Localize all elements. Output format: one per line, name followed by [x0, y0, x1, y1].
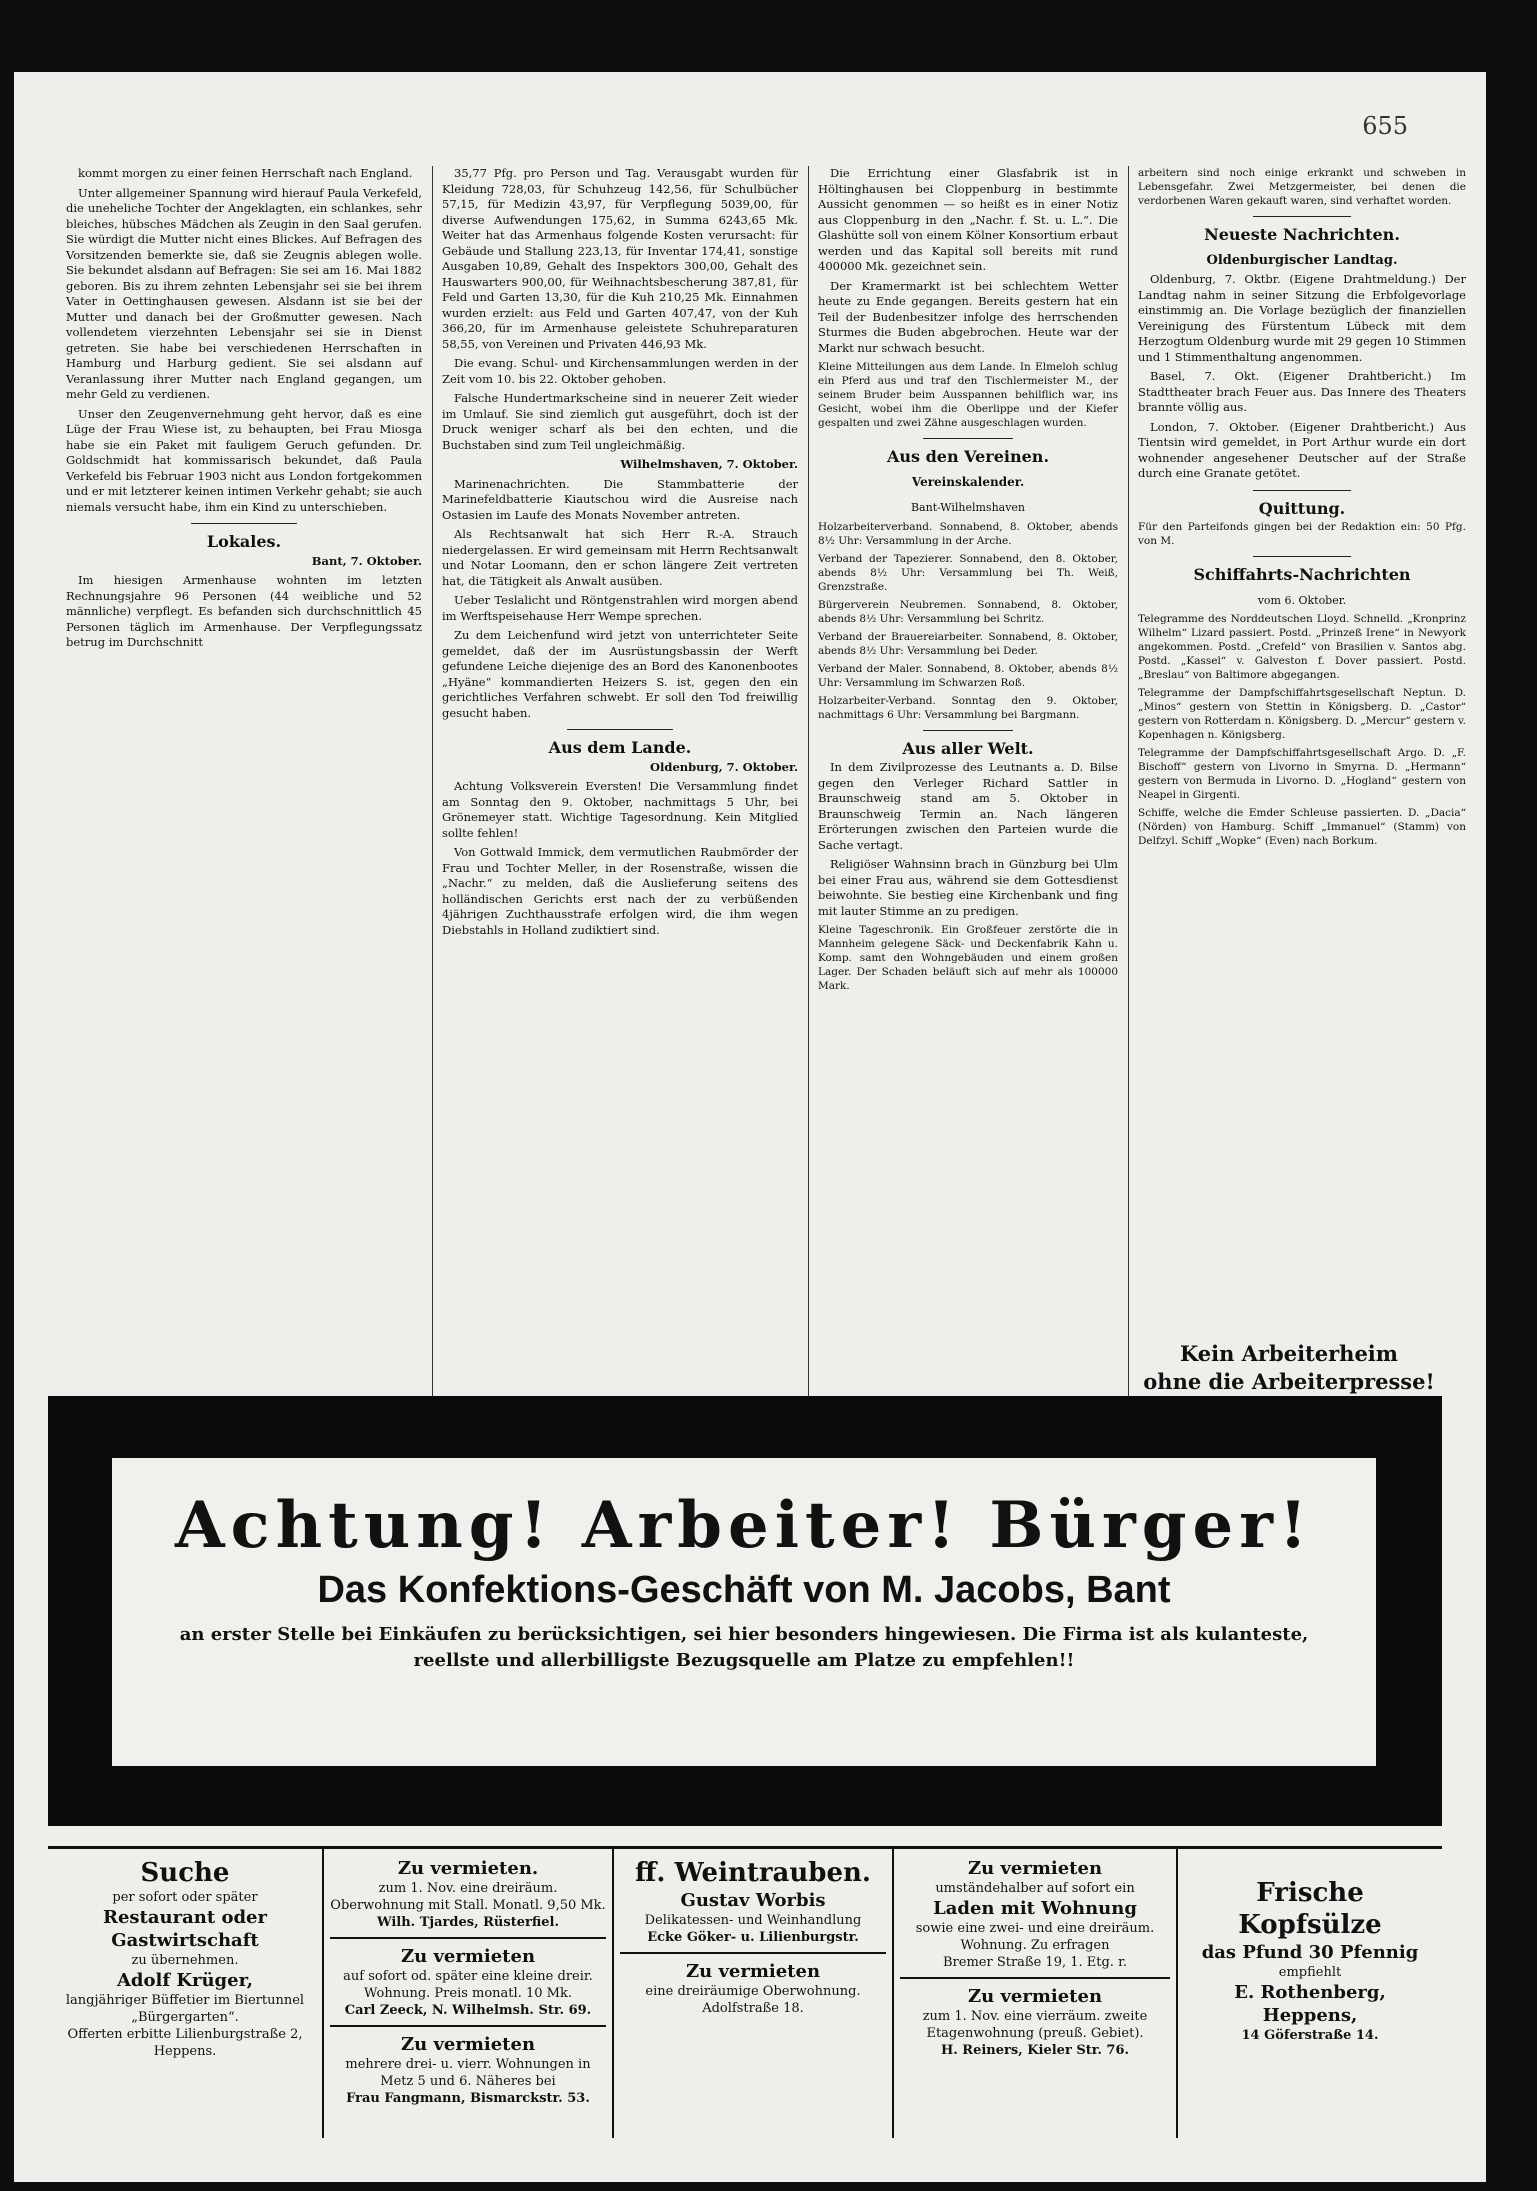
ad-rule [620, 1952, 886, 1954]
ad-text: zum 1. Nov. eine vierräum. zweite Etagenwohnung (preuß. Gebiet). [922, 2009, 1148, 2041]
column-rule [1128, 166, 1129, 1456]
separator [1253, 490, 1351, 491]
article-paragraph: Der Kramermarkt ist bei schlechtem Wetter heute zu Ende gegangen. Bereits gestern hat ein Teil der Budenbesitzer infolge des herrschenden Sturmes die Buden abgebrochen. Heute war der Markt nur schwach besucht. [818, 278, 1118, 355]
article-paragraph: Zu dem Leichenfund wird jetzt von unterrichteter Seite gemeldet, daß der im Ausrüstungsbassin der Werft gefundene Leiche diejenige des an Bord des Kanonenbootes „Hyäne“ kommandierten Heizers S. ist, gegen den ein gerichtliches Verfahren schwebt. Er soll den Tod freiwillig gesucht haben. [442, 628, 798, 720]
ad-text: Ecke Göker- u. Lilienburgstr. [647, 1930, 859, 1945]
slogan-line: ohne die Arbeiterpresse! [1143, 1369, 1435, 1394]
article-paragraph: London, 7. Oktober. (Eigener Drahtbericht.) Aus Tientsin wird gemeldet, in Port Arthur wurde ein dort wohnender angesehener Deutscher auf der Straße durch eine Granate getötet. [1138, 419, 1466, 480]
column-1 [66, 166, 422, 655]
ad-title: Zu vermieten [400, 2034, 536, 2055]
article-paragraph: Achtung Volksverein Eversten! Die Versammlung findet am Sonntag den 9. Oktober, nachmittags 5 Uhr, bei Grönemeyer statt. Wichtige Tagesordnung. Kein Mitglied sollte fehlen! [442, 779, 798, 840]
ad-text: mehrere drei- u. vierr. Wohnungen in Metz 5 und 6. Näheres bei [345, 2057, 591, 2089]
ad-text: zum 1. Nov. eine dreiräum. Oberwohnung mit Stall. Monatl. 9,50 Mk. [330, 1881, 606, 1913]
banner-body: an erster Stelle bei Einkäufen zu berücksichtigen, sei hier besonders hingewiesen. Die Firma ist als kulanteste, reellste und allerbilligste Bezugsquelle am Platze zu empfehlen!! [179, 1624, 1309, 1671]
article-paragraph: kommt morgen zu einer feinen Herrschaft nach England. [78, 166, 413, 180]
separator [923, 730, 1013, 731]
sub-heading: Bant-Wilhelmshaven [910, 501, 1026, 514]
event-entry: Holzarbeiter-Verband. Sonntag den 9. Oktober, nachmittags 6 Uhr: Versammlung bei Bargmann. [818, 694, 1118, 721]
ad-text: zu übernehmen. [131, 1953, 239, 1968]
dateline: Wilhelmshaven, 7. Oktober. [620, 457, 798, 471]
ad-title: Suche [140, 1858, 230, 1888]
section-heading: Neueste Nachrichten. [1204, 225, 1400, 244]
sub-heading: Oldenburgischer Landtag. [1206, 252, 1398, 268]
article-paragraph: Falsche Hundertmarkscheine sind in neuerer Zeit wieder im Umlauf. Sie sind ziemlich gut ausgeführt, doch ist der Druck weniger scharf als bei den echten, und die Buchstaben sind zum Teil ungleichmäßig. [442, 391, 798, 452]
ad-text: Adolfstraße 18. [702, 2001, 804, 2016]
ad-title: Zu vermieten [967, 1858, 1103, 1879]
ad-text: Bremer Straße 19, 1. Etg. r. [943, 1955, 1127, 1970]
ad-title: Zu vermieten [967, 1986, 1103, 2007]
event-entry: Holzarbeiterverband. Sonnabend, 8. Oktober, abends 8½ Uhr: Versammlung in der Arche. [818, 520, 1118, 547]
section-heading: Schiffahrts-Nachrichten [1193, 565, 1411, 584]
article-paragraph: Für den Parteifonds gingen bei der Redaktion ein: 50 Pfg. von M. [1138, 521, 1466, 547]
ad-rule [330, 1937, 606, 1939]
column-rule [808, 166, 809, 1456]
dateline: Bant, 7. Oktober. [311, 553, 422, 568]
ad-rentals [324, 1849, 614, 2138]
article-paragraph: In dem Zivilprozesse des Leutnants a. D. Bilse gegen den Verleger Richard Sattler in Braunschweig stand am 5. Oktober in Braunschweig Termin an. Nach längeren Erörterungen zwischen den Parteien wurde die Sache vertagt. [818, 760, 1118, 852]
article-paragraph: Kleine Mitteilungen aus dem Lande. In Elmeloh schlug ein Pferd aus und traf den Tischlermeister M., der seinem Bruder beim Ausspannen behilflich war, ins Gesicht, wobei ihm die Oberlippe und der Kiefer gespalten und zwei Zähne ausgeschlagen wurden. [818, 361, 1118, 429]
section-heading: Aus dem Lande. [548, 738, 692, 757]
ad-price: das Pfund 30 Pfennig [1201, 1942, 1419, 1963]
ad-title: ff. Weintrauben. [635, 1858, 871, 1888]
article-paragraph: 35,77 Pfg. pro Person und Tag. Verausgabt wurden für Kleidung 728,03, für Schuhzeug 142,56, für Schulbücher 57,15, für Medizin 43,97, für Verpflegung 5039,00, für diverse Aufwendungen 175,62, in Summa 6243,65 Mk. Weiter hat das Armenhaus folgende Kosten verursacht: für Gebäude und Stallung 223,13, für Inventar 174,41, sonstige Ausgaben 10,89, Gehalt des Inspektors 300,00, Gehalt des Hauswarters 900,00, für Weihnachtsbescherung 387,81, für Feld und Garten 13,30, für die Kuh 210,25 Mk. Einnahmen wurden erzielt: aus Feld und Garten 407,47, von der Kuh 366,20, für im Armenhause geleistete Schuhreparaturen 58,55, von Vereinen und Privaten 446,93 Mk. [442, 166, 798, 351]
ad-sausage [1178, 1849, 1442, 2138]
shipping-list: Schiffe, welche die Emder Schleuse passierten. D. „Dacia“ (Nörden) von Hamburg. Schiff „Immanuel“ (Stamm) von Delfzyl. Schiff „Wopke“ (Even) nach Borkum. [1138, 807, 1466, 847]
slogan-line: Kein Arbeiterheim [1179, 1341, 1399, 1366]
classified-ads [48, 1846, 1442, 2138]
ad-text: eine dreiräumige Oberwohnung. [645, 1984, 861, 1999]
sub-heading: vom 6. Oktober. [1257, 593, 1347, 607]
ad-text: langjähriger Büffetier im Biertunnel „Bürgergarten“. [65, 1993, 305, 2025]
article-paragraph: Kleine Tageschronik. Ein Großfeuer zerstörte die in Mannheim gelegene Säck- und Deckenfabrik Kahn u. Komp. samt den Wohngebäuden und einem großen Lager. Der Schaden beläuft sich auf mehr als 100000 Mark. [818, 924, 1118, 992]
ad-person: Adolf Krüger, [116, 1970, 254, 1991]
banner-subline: Das Konfektions-Geschäft von M. Jacobs, Bant [317, 1569, 1171, 1611]
ad-text: 14 Göferstraße 14. [1241, 2028, 1379, 2043]
column-2 [442, 166, 798, 942]
ad-text: Offerten erbitte Lilienburgstraße 2, Heppens. [67, 2027, 303, 2059]
event-entry: Verband der Brauereiarbeiter. Sonnabend, 8. Oktober, abends 8½ Uhr: Versammlung bei Deder. [818, 630, 1118, 657]
ad-text: sowie eine zwei- und eine dreiräum. Wohnung. Zu erfragen [915, 1921, 1155, 1953]
section-heading: Lokales. [206, 532, 282, 551]
separator [1253, 556, 1351, 557]
shipping-list: Telegramme der Dampfschiffahrtsgesellschaft Argo. D. „F. Bischoff“ gestern von Livorno in Smyrna. D. „Hermann“ gestern von Bermuda in Livorno. D. „Hogland“ gestern von Neapel in Girgenti. [1138, 747, 1466, 801]
ad-text: umständehalber auf sofort ein [935, 1881, 1135, 1896]
article-paragraph: Von Gottwald Immick, dem vermutlichen Raubmörder der Frau und Tochter Meller, in der Rosenstraße, wissen die „Nachr.“ zu melden, daß die Auslieferung seitens des holländischen Gerichts erst nach der zu verbüßenden 4jährigen Zuchthausstrafe erfolgen wird, die ihm wegen Diebstahls in Holland zudiktiert sind. [442, 845, 798, 937]
ad-title: Zu vermieten [685, 1961, 821, 1982]
ad-contact: Wilh. Tjardes, Rüsterfiel. [376, 1915, 560, 1930]
ad-shop [894, 1849, 1178, 2138]
article-paragraph: Religiöser Wahnsinn brach in Günzburg bei Ulm bei einer Frau aus, während sie dem Gottesdienst beiwohnte. Sie bestieg eine Kirchenbank und fing mit lauter Stimme an zu predigen. [818, 857, 1118, 918]
ad-name: E. Rothenberg, Heppens, [1234, 1982, 1386, 2026]
banner-headline: Achtung! Arbeiter! Bürger! [174, 1488, 1314, 1563]
article-paragraph: Die Errichtung einer Glasfabrik ist in Höltinghausen bei Cloppenburg in bestimmte Aussicht genommen — so heißt es in einer Notiz aus Cloppenburg in den „Nachr. f. St. u. L.“. Die Glashütte soll von einem Kölner Konsortium erbaut werden und das Kapital soll bereits mit rund 400000 Mk. gezeichnet sein. [818, 166, 1118, 273]
ad-rule [900, 1977, 1170, 1979]
column-4 [1138, 166, 1466, 852]
article-paragraph: Unter allgemeiner Spannung wird hierauf Paula Verkefeld, die uneheliche Tochter der Angeklagten, ein schlankes, sehr bleiches, hübsches Mädchen als Zeugin in den Saal gerufen. Sie würdigt die Mutter nicht eines Blickes. Auf Befragen des Vorsitzenden bemerkte sie, daß sie Zeugnis ablegen wolle. Sie bekundet alsdann auf Befragen: Sie sei am 16. Mai 1882 geboren. Bis zu ihrem zehnten Lebensjahr sei sie bei ihrem Vater in Oettinghausen gewesen. Alsdann ist sie bei der Mutter und danach bei der Großmutter gewesen. Nach vollendetem vierzehnten Lebensjahr sei sie in Dienst getreten. Sie habe bei verschiedenen Herrschaften in Hamburg und Harburg gedient. Sie sei alsdann auf Veranlassung ihrer Mutter nach England gegangen, um mehr Geld zu verdienen. [66, 185, 422, 401]
sub-heading: Vereinskalender. [911, 474, 1025, 489]
article-paragraph: Oldenburg, 7. Oktbr. (Eigene Drahtmeldung.) Der Landtag nahm in seiner Sitzung die Erbfolgevorlage einstimmig an. Die Vorlage bezüglich der finanziellen Vereinigung des Fürstentum Lübeck mit dem Herzogtum Oldenburg wurde mit 29 gegen 10 Stimmen und 1 Stimmenthaltung angenommen. [1138, 272, 1466, 364]
ad-title: Frische Kopfsülze [1238, 1878, 1382, 1940]
ad-rule [330, 2025, 606, 2027]
ad-restaurant [48, 1849, 324, 2138]
column-3 [818, 166, 1118, 997]
separator [191, 523, 298, 524]
section-heading: Aus aller Welt. [902, 738, 1034, 758]
dateline: Oldenburg, 7. Oktober. [650, 759, 798, 774]
event-entry: Verband der Maler. Sonnabend, 8. Oktober, abends 8½ Uhr: Versammlung im Schwarzen Roß. [818, 662, 1118, 689]
separator [1253, 216, 1351, 217]
ad-contact: H. Reiners, Kieler Str. 76. [940, 2043, 1130, 2058]
shipping-list: Telegramme der Dampfschiffahrtsgesellschaft Neptun. D. „Minos“ gestern von Stettin in Königsberg. D. „Castor“ gestern von Rotterdam n. Königsberg. D. „Mercur“ gestern v. Kopenhagen n. Königsberg. [1138, 687, 1466, 741]
ad-name: Restaurant oder Gastwirtschaft [103, 1907, 267, 1951]
page-number: 655 [1362, 112, 1408, 140]
shipping-list: Telegramme des Norddeutschen Lloyd. Schnelld. „Kronprinz Wilhelm“ Lizard passiert. Postd. „Prinzeß Irene“ in Newyork angekommen. Postd. „Crefeld“ von Brasilien v. Santos abg. Postd. „Kassel“ v. Galveston f. Dover passiert. Postd. „Breslau“ von Baltimore abgegangen. [1138, 613, 1466, 681]
ad-grapes [614, 1849, 894, 2138]
banner-advertisement [48, 1396, 1442, 1826]
ad-title: Zu vermieten. [397, 1858, 539, 1879]
ad-text: auf sofort od. später eine kleine dreir. Wohnung. Preis monatl. 10 Mk. [343, 1969, 593, 2001]
ad-contact: Carl Zeeck, N. Wilhelmsh. Str. 69. [344, 2003, 592, 2018]
ad-name: Gustav Worbis [680, 1890, 826, 1911]
event-entry: Verband der Tapezierer. Sonnabend, den 8. Oktober, abends 8½ Uhr: Versammlung bei Th. Weiß, Grenzstraße. [818, 552, 1118, 593]
ad-text: empfiehlt [1278, 1965, 1342, 1980]
separator [567, 729, 674, 730]
banner-inner [112, 1458, 1376, 1766]
ad-name: Laden mit Wohnung [933, 1898, 1137, 1919]
article-paragraph: arbeitern sind noch einige erkrankt und schweben in Lebensgefahr. Zwei Metzgermeister, bei denen die verdorbenen Waren gekauft waren, sind verhaftet worden. [1138, 167, 1466, 207]
ad-text: per sofort oder später [112, 1890, 258, 1905]
ad-text: Delikatessen- und Weinhandlung [644, 1913, 862, 1928]
section-heading: Quittung. [1258, 498, 1346, 518]
article-paragraph: Unser den Zeugenvernehmung geht hervor, daß es eine Lüge der Frau Wiese ist, zu behaupten, bei Frau Miosga habe sie ein Paket mit fauligem Geruch gefunden. Dr. Goldschmidt hat kommissarisch bekundet, daß Paula Verkefeld bis Februar 1903 nicht aus London fortgekommen und er mit letzterer keinen intimen Verkehr gehabt; sie auch niemals versucht habe, ihm ein Kind zu unterschieben. [66, 406, 422, 514]
ad-title: Zu vermieten [400, 1946, 536, 1967]
article-paragraph: Im hiesigen Armenhause wohnten im letzten Rechnungsjahre 96 Personen (44 weibliche und 52 männliche) verpflegt. Es befanden sich durchschnittlich 45 Personen täglich im Armenhause. Der Verpflegungssatz betrug im Durchschnitt [66, 573, 422, 649]
separator [923, 438, 1013, 439]
article-paragraph: Basel, 7. Okt. (Eigener Drahtbericht.) Im Stadttheater brach Feuer aus. Das Innere des Theaters brannte völlig aus. [1138, 369, 1466, 414]
article-paragraph: Ueber Teslalicht und Röntgenstrahlen wird morgen abend im Werftspeisehause Herr Wempe sprechen. [442, 593, 798, 623]
column-rule [432, 166, 433, 1456]
article-paragraph: Als Rechtsanwalt hat sich Herr R.-A. Strauch niedergelassen. Er wird gemeinsam mit Herrn Rechtsanwalt und Notar Loomann, den er schon längere Zeit vertreten hat, die Tätigkeit als Anwalt ausüben. [442, 527, 798, 588]
section-heading: Aus den Vereinen. [886, 447, 1050, 466]
slogan-ad [1120, 1340, 1458, 1396]
ad-contact: Frau Fangmann, Bismarckstr. 53. [346, 2091, 590, 2106]
article-paragraph: Die evang. Schul- und Kirchensammlungen werden in der Zeit vom 10. bis 22. Oktober gehoben. [442, 356, 798, 386]
article-paragraph: Marinenachrichten. Die Stammbatterie der Marinefeldbatterie Kiautschou wird die Ausreise nach Ostasien im Laufe des Monats November antreten. [442, 476, 798, 522]
event-entry: Bürgerverein Neubremen. Sonnabend, 8. Oktober, abends 8½ Uhr: Versammlung bei Schritz. [818, 598, 1118, 625]
